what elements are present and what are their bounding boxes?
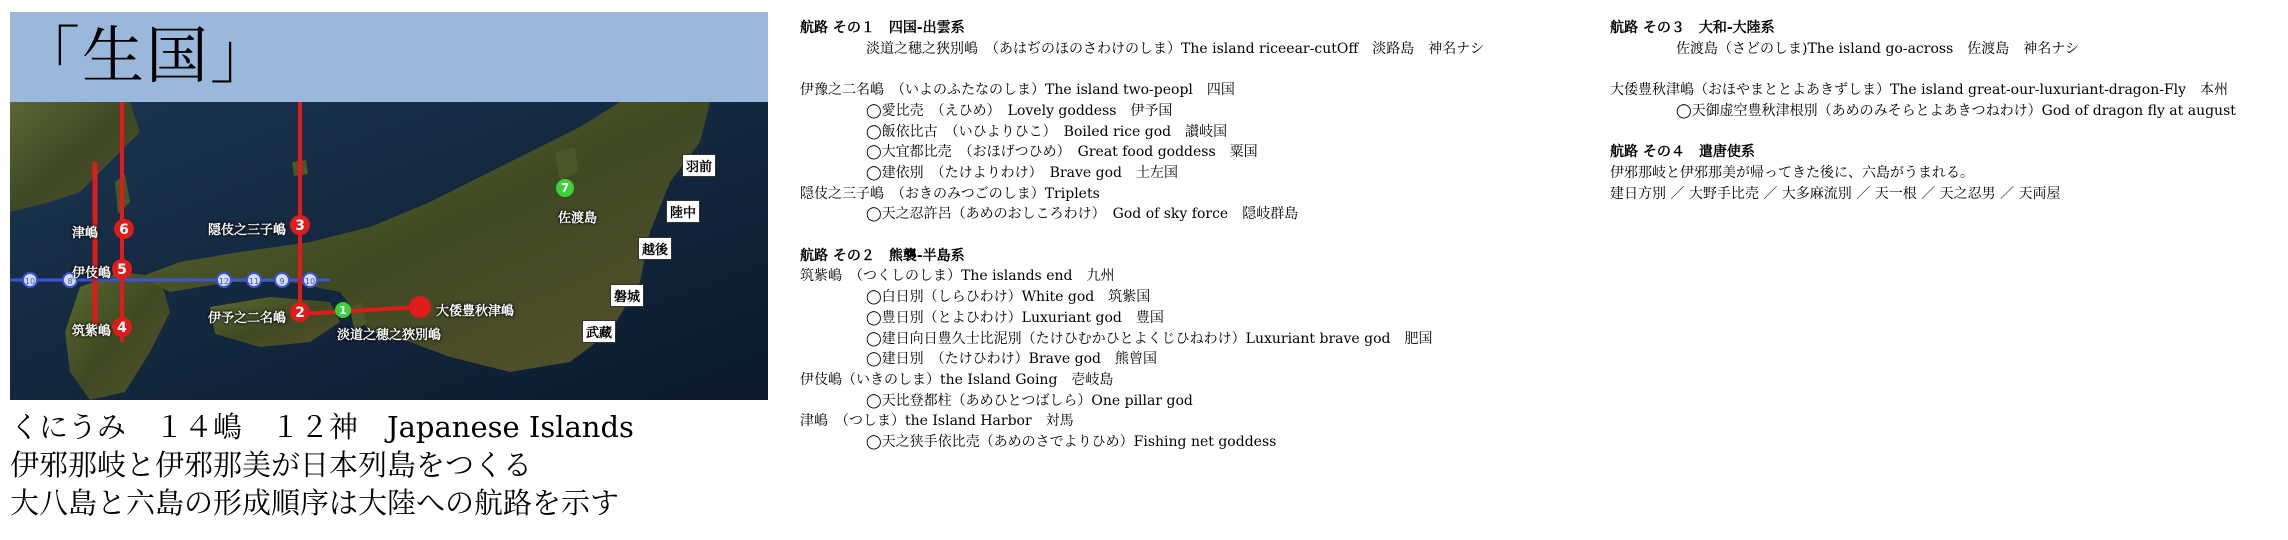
text-line: 建日方別 ／ 大野手比売 ／ 大多麻流別 ／ 天一根 ／ 天之忍男 ／ 天両屋 [1610, 185, 2061, 202]
label-province-5: 武藏 [582, 320, 616, 343]
svg-text:3: 3 [295, 218, 305, 234]
text-line: 伊伎嶋（いきのしま）the Island Going 壱岐島 [800, 371, 1114, 388]
text-line: ◯天之狭手依比売（あめのさでよりひめ）Fishing net goddess [866, 434, 1277, 451]
label-iyo: 伊予之二名嶋 [208, 311, 287, 326]
caption [10, 408, 770, 522]
label-awaji: 淡道之穂之狹別嶋 [337, 328, 442, 343]
text-line: 隠伎之三子嶋 （おきのみつごのしま）Triplets [800, 185, 1100, 202]
marker-oyamato [409, 296, 431, 318]
svg-text:7: 7 [560, 181, 570, 195]
svg-text:5: 5 [117, 262, 127, 278]
text-line: 佐渡島（さどのしま)The island go-across 佐渡島 神名ナシ [1676, 40, 2079, 57]
label-province-3: 越後 [638, 237, 672, 260]
svg-text:2: 2 [295, 305, 305, 321]
spacer [800, 59, 1580, 80]
label-sado: 佐渡島 [558, 211, 598, 226]
marker-4 [112, 317, 132, 337]
label-province-4: 磐城 [610, 284, 644, 307]
svg-text:12: 12 [218, 277, 230, 286]
label-tsukushi: 筑紫嶋 [72, 324, 112, 339]
label-province-2: 陸中 [666, 200, 700, 223]
marker-3 [290, 215, 310, 235]
text-line: ◯建日別 （たけひわけ）Brave god 熊曾国 [866, 351, 1157, 368]
text-line: ◯大宜都比売 （おほげつひめ） Great food goddess 粟国 [866, 144, 1258, 161]
spacer [1610, 59, 2280, 80]
route-heading: 航路 その１ 四国-出雲系 [800, 20, 965, 36]
text-line: ◯天之忍許呂（あめのおしころわけ） God of sky force 隠岐群島 [866, 206, 1299, 223]
text-line: ◯天御虚空豊秋津根別（あめのみそらとよあきつねわけ）God of dragon fly at august [1676, 102, 2236, 119]
text-line: 津嶋 （つしま）the Island Harbor 対馬 [800, 413, 1074, 430]
marker-6 [114, 219, 134, 239]
svg-text:1: 1 [339, 304, 347, 317]
label-oyamato: 大倭豊秋津嶋 [436, 304, 515, 319]
label-province-1: 羽前 [682, 154, 716, 177]
spacer [1610, 122, 2280, 143]
text-line: ◯愛比売 （えひめ） Lovely goddess 伊予国 [866, 102, 1173, 119]
text-line: ◯建依別 （たけよりわけ） Brave god 土左国 [866, 164, 1178, 181]
svg-text:9: 9 [279, 277, 285, 286]
text-line: 淡道之穗之狹別嶋 （あはぢのほのさわけのしま）The island riceear-cutOff 淡路島 神名ナシ [866, 40, 1484, 57]
route-marker-11 [247, 273, 261, 287]
text-line: ◯豊日別（とよひわけ）Luxuriant god 豊国 [866, 309, 1164, 326]
svg-text:11: 11 [248, 277, 260, 286]
text-line: 伊豫之二名嶋 （いよのふたなのしま）The island two-peopl 四国 [800, 82, 1235, 99]
svg-text:10: 10 [304, 277, 316, 286]
marker-1 [335, 302, 351, 318]
caption-line-1: くにうみ １４嶋 １２神 Japanese Islands [10, 410, 634, 444]
text-line: ◯白日別（しらひわけ）White god 筑紫国 [866, 289, 1151, 306]
text-line: 大倭豊秋津嶋（おほやまととよあきずしま）The island great-our-luxuriant-dragon-Fly 本州 [1610, 82, 2229, 99]
text-column-right [1610, 18, 2280, 204]
text-column-middle [800, 18, 1580, 453]
text-line: ◯建日向日豊久士比泥別（たけひむかひとよくじひねわけ）Luxuriant brave god 肥国 [866, 330, 1433, 347]
marker-7 [556, 179, 574, 197]
route-heading: 航路 その３ 大和-大陸系 [1610, 20, 1775, 36]
label-oki: 隠伎之三子嶋 [208, 223, 287, 238]
route-heading: 航路 その４ 遣唐使系 [1610, 144, 1755, 161]
route-marker-9 [275, 273, 289, 287]
marker-2 [290, 302, 310, 322]
caption-line-2: 伊邪那岐と伊邪那美が日本列島をつくる [10, 448, 533, 482]
text-line: ◯飯依比古 （いひよりひこ） Boiled rice god 讃岐国 [866, 123, 1228, 140]
svg-text:10: 10 [24, 277, 36, 286]
label-tsushima: 津嶋 [72, 226, 99, 241]
text-line: 伊邪那岐と伊邪那美が帰ってきた後に、六島がうまれる。 [1610, 164, 1974, 181]
caption-line-3: 大八島と六島の形成順序は大陸への航路を示す [10, 486, 620, 520]
svg-text:6: 6 [119, 222, 129, 238]
route-marker-10b [303, 273, 317, 287]
svg-text:4: 4 [117, 320, 127, 336]
spacer [800, 225, 1580, 246]
route-marker-10 [23, 273, 37, 287]
text-line: 筑紫嶋 （つくしのしま）The islands end 九州 [800, 268, 1115, 285]
text-line: ◯天比登都柱（あめひとつばしら）One pillar god [866, 392, 1193, 409]
svg-text:8: 8 [67, 277, 73, 286]
marker-5 [112, 259, 132, 279]
route-heading: 航路 その２ 熊襲-半島系 [800, 247, 965, 264]
label-iki: 伊伎嶋 [72, 266, 112, 281]
page-title: 「生国」 [18, 19, 275, 92]
japan-map [10, 102, 768, 400]
route-marker-12 [217, 273, 231, 287]
